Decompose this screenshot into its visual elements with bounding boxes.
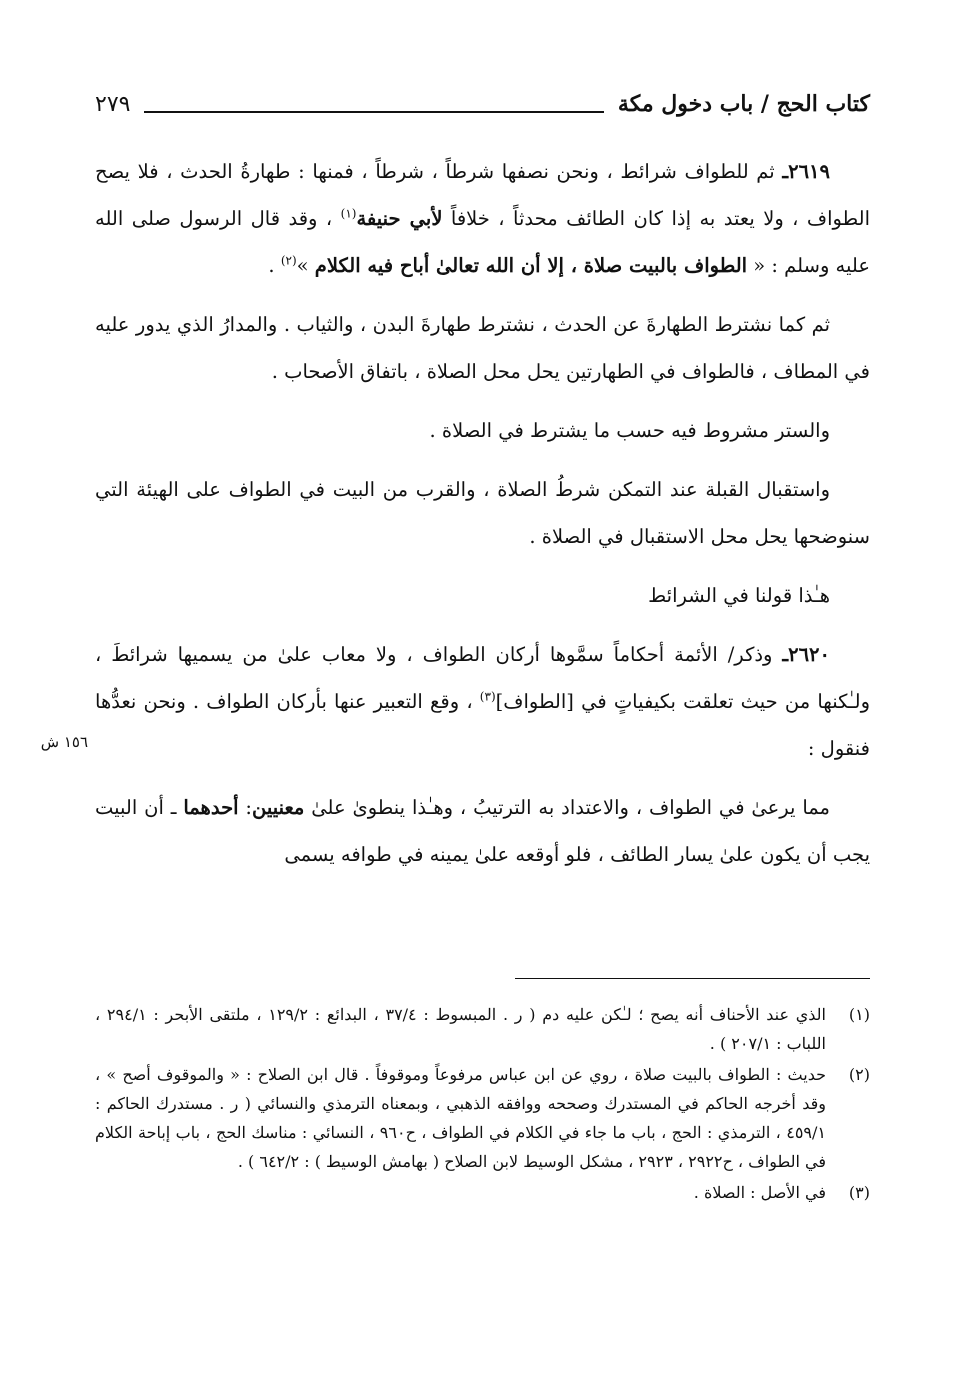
bold-text: لأبي حنيفة — [356, 207, 443, 230]
paragraph — [95, 784, 870, 878]
text-run: وذكر/ الأئمة أحكاماً سمَّوها أركان الطواف ، ولا معاب علىٰ من يسميها شرائطَ ، ولـٰكنها من حيث تعلقت بكيفياتٍ في [الطواف] — [95, 643, 870, 713]
footnote-separator — [515, 978, 870, 979]
main-text — [95, 148, 870, 890]
chapter-title: كتاب الحج / باب دخول مكة — [617, 91, 870, 117]
footnote-number: (٣) — [848, 1183, 870, 1202]
paragraph: واستقبال القبلة عند التمكن شرطُ الصلاة ، والقرب من البيت في الطواف على الهيئة التي سنوضحها يحل محل الاستقبال في الصلاة . — [95, 478, 870, 548]
footnote-marker: (٣) — [479, 689, 496, 704]
text-run: ـ أن البيت يجب أن يكون علىٰ يسار الطائف ، فلو أوقعه علىٰ يمينه في طوافه يسمى — [95, 796, 870, 866]
text-run: ، وقع التعبير عنها بأركان الطواف . ونحن نعدُّها فنقول : — [95, 690, 870, 760]
footnote-text: حديث : الطواف بالبيت صلاة ، روي عن ابن عباس مرفوعاً وموقوفاً . قال ابن الصلاح : « والموقوف أصح » ، وقد أخرجه الحاكم في المستدرك وصححه ووافقه الذهبي ، وبمعناه الترمذي والنسائي ( ر . مستدرك الحاكم : ٤٥٩/١ ، الترمذي : الحج ، باب ما جاء في الكلام في الطواف ، ح٩٦٠ ، النسائي : مناسك الحج ، باب إباحة الكلام في الطواف ، ح٢٩٢٢ ، ٢٩٢٣ ، مشكل الوسيط لابن الصلاح ( بهامش الوسيط ) : ٦٤٢/٢ ) . — [95, 1065, 827, 1171]
paragraph-number: ٢٦١٩ـ — [782, 160, 830, 183]
text-run: » — [296, 254, 315, 277]
hadith-quote: الطواف بالبيت صلاة ، إلا أن الله تعالىٰ أباح فيه الكلام — [314, 254, 748, 277]
paragraph-number: ٢٦٢٠ـ — [782, 643, 830, 666]
running-header — [95, 82, 870, 126]
paragraph: ثم كما نشترط الطهارةَ عن الحدث ، نشترط طهارةَ البدن ، والثياب . والمدارُ الذي يدور عليه في المطاف ، فالطواف في الطهارتين يحل محل الصلاة ، باتفاق الأصحاب . — [95, 313, 870, 383]
header-rule — [144, 111, 603, 113]
text-run: مما يرعىٰ في الطواف ، والاعتداد به الترتيبُ ، وهـٰذا ينطوىٰ علىٰ — [304, 796, 830, 819]
page-number: ٢٧٩ — [95, 91, 131, 117]
footnote — [95, 1000, 870, 1058]
footnote-marker: (٢) — [280, 253, 297, 268]
text-run: ، وقد قال الرسول صلى الله عليه وسلم : « — [95, 207, 870, 277]
bold-text: معنيين — [252, 796, 305, 819]
text-run: : — [238, 796, 253, 819]
footnote — [95, 1060, 870, 1176]
footnote-number: (٢) — [848, 1065, 870, 1084]
text-run: . — [268, 254, 281, 277]
paragraph-2619 — [95, 148, 870, 289]
paragraph: والستر مشروط فيه حسب ما يشترط في الصلاة . — [429, 419, 830, 442]
paragraph-2620 — [95, 631, 870, 772]
footnotes — [95, 1000, 870, 1209]
footnote — [95, 1178, 870, 1207]
text-run: ثم للطواف شرائط ، ونحن نصفها شرطاً ، شرطاً ، فمنها : طهارةُ الحدث ، فلا يصح الطواف ، ولا يعتد به إذا كان الطائف محدثاً ، خلافاً — [95, 160, 870, 230]
margin-reference: ١٥٦ ش — [40, 733, 88, 751]
footnote-text: في الأصل : الصلاة . — [693, 1183, 826, 1202]
bold-text: أحدهما — [183, 796, 239, 819]
footnote-marker: (١) — [340, 206, 357, 221]
footnote-number: (١) — [848, 1005, 870, 1024]
paragraph: هـٰذا قولنا في الشرائط — [648, 584, 830, 607]
footnote-text: الذي عند الأحناف أنه يصح ؛ لـٰكن عليه دم ( ر . المبسوط : ٣٧/٤ ، البدائع : ١٢٩/٢ ، ملتقى الأبحر : ٢٩٤/١ ، اللباب : ٢٠٧/١ ) . — [95, 1005, 826, 1053]
